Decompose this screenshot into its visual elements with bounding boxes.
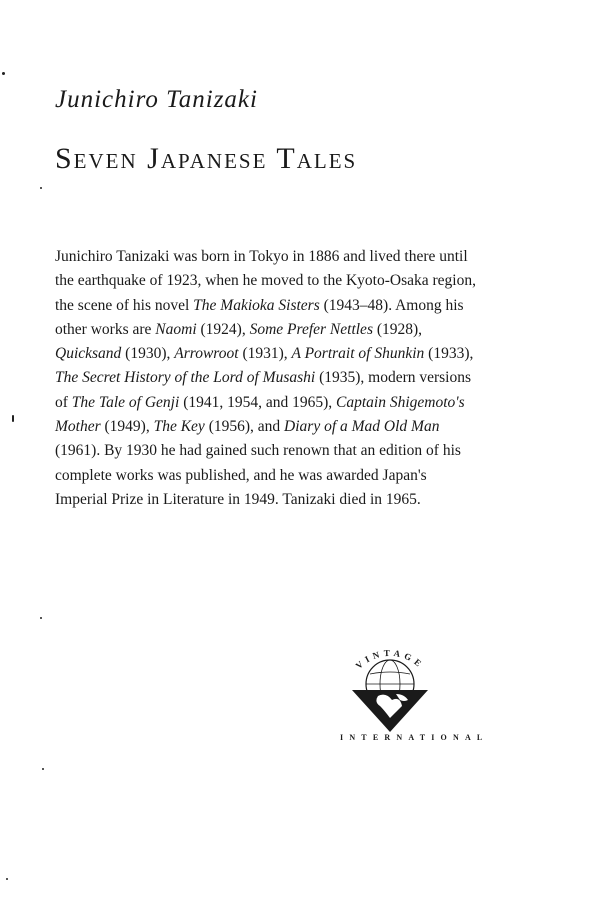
- book-title-italic: Diary of a Mad Old Man: [284, 418, 440, 436]
- book-title-italic: Captain Shigemoto's Mother: [55, 393, 465, 436]
- scan-speck: [12, 415, 14, 422]
- biography-text: (1961). By 1930 he had gained such renown that an edition of his complete works was published, and he was awarded Japan's Imperial Prize in Literature in 1949. Tanizaki died in 1965.: [55, 442, 461, 508]
- biography-text: (1930),: [121, 345, 175, 363]
- book-title-italic: The Secret History of the Lord of Musashi: [55, 369, 316, 387]
- scan-speck: [2, 72, 5, 75]
- book-title-italic: The Key: [153, 418, 205, 436]
- scan-speck: [40, 187, 42, 189]
- author-biography: [55, 245, 483, 512]
- biography-text: (1935), modern versions of: [55, 369, 472, 411]
- book-title-italic: The Makioka Sisters: [193, 296, 320, 314]
- biography-text: (1924),: [196, 320, 250, 338]
- scan-speck: [40, 617, 42, 619]
- biography-text: Junichiro Tanizaki was born in Tokyo in 1886 and lived there until the earthquake of 1923, when he moved to the Kyoto-Osaka region, the scene of his novel: [55, 248, 476, 314]
- biography-text: (1943–48). Among his other works are: [55, 296, 464, 338]
- biography-text: (1928),: [372, 320, 423, 338]
- book-title-italic: Quicksand: [55, 345, 122, 363]
- biography-paragraph: [55, 245, 483, 512]
- book-title-italic: Some Prefer Nettles: [249, 320, 373, 338]
- biography-text: (1933),: [424, 345, 474, 363]
- author-name: Junichiro Tanizaki: [55, 86, 258, 113]
- scan-speck: [42, 768, 44, 770]
- biography-text: (1949),: [100, 418, 154, 436]
- book-title-italic: Naomi: [155, 320, 197, 338]
- book-title: Seven Japanese Tales: [55, 142, 358, 175]
- book-title-italic: The Tale of Genji: [71, 393, 180, 411]
- book-title-italic: Arrowroot: [174, 345, 239, 363]
- biography-text: (1931),: [238, 345, 292, 363]
- vintage-logo-icon: [330, 640, 450, 760]
- svg-text:VINTAGE: VINTAGE: [353, 647, 427, 671]
- book-title-italic: A Portrait of Shunkin: [291, 345, 425, 363]
- biography-text: (1941, 1954, and 1965),: [179, 393, 337, 411]
- publisher-imprint: INTERNATIONAL: [340, 733, 489, 742]
- biography-text: (1956), and: [204, 418, 285, 436]
- scan-speck: [6, 878, 8, 880]
